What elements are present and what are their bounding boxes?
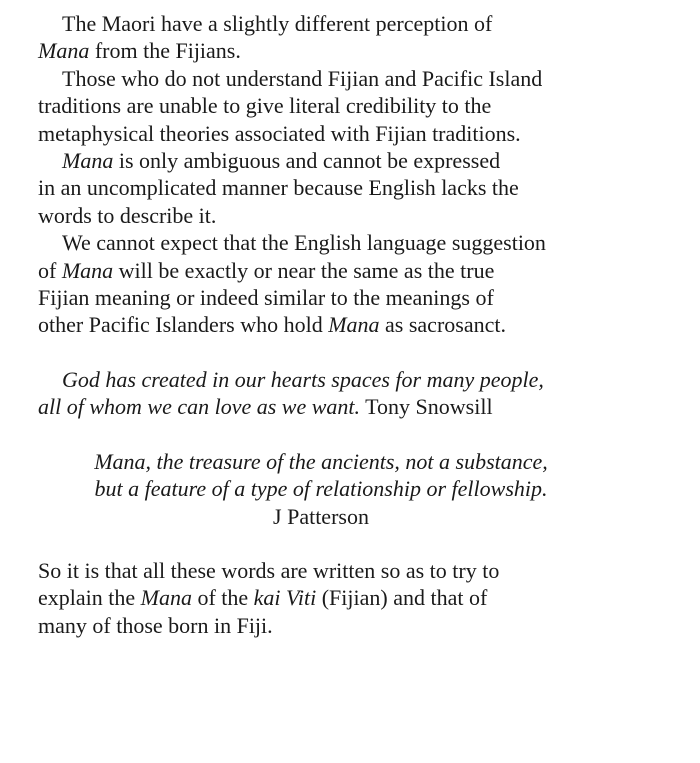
text-span: as sacrosanct. (379, 312, 506, 338)
quote-patterson (38, 448, 678, 530)
text-line (38, 257, 678, 284)
text-line: in an uncomplicated manner because English lacks the (38, 175, 519, 201)
quote-author: J Patterson (273, 503, 369, 529)
text-line: So it is that all these words are written so as to try to (38, 557, 500, 583)
paragraph-mana-ambiguous (38, 147, 678, 229)
text-line (38, 311, 678, 338)
text-line: metaphysical theories associated with Fijian traditions. (38, 120, 521, 146)
quote-line: Mana, the treasure of the ancients, not a substance, (94, 448, 548, 474)
text-span: explain the (38, 585, 141, 611)
text-span: of the (191, 585, 254, 611)
spacer (38, 421, 678, 448)
document-page (38, 10, 678, 639)
text-span: (Fijian) and that of (316, 585, 488, 611)
mana-term: Mana (38, 38, 90, 64)
quote-author: Tony Snowsill (360, 394, 493, 420)
kai-viti-term: kai Viti (253, 585, 317, 611)
text-line: The Maori have a slightly different perception of (62, 11, 493, 36)
text-span: of (38, 257, 62, 283)
paragraph-closing (38, 557, 678, 639)
text-line: Fijian meaning or indeed similar to the meanings of (38, 285, 494, 311)
spacer (38, 530, 678, 557)
quote-line (38, 393, 678, 420)
quote-snowsill (38, 366, 678, 421)
text-line: traditions are unable to give literal credibility to the (38, 93, 492, 119)
text-line: Those who do not understand Fijian and Pacific Island (62, 65, 543, 91)
text-span: from the Fijians. (89, 38, 241, 64)
paragraph-maori-perception (38, 10, 678, 65)
mana-term: Mana (62, 148, 114, 174)
text-span: will be exactly or near the same as the true (113, 257, 495, 283)
mana-term: Mana (328, 312, 380, 338)
paragraph-traditions (38, 65, 678, 147)
text-line: words to describe it. (38, 202, 217, 228)
text-line (38, 147, 678, 174)
text-span: other Pacific Islanders who hold (38, 312, 329, 338)
text-line: many of those born in Fiji. (38, 612, 273, 638)
text-line (38, 37, 678, 64)
quote-line: but a feature of a type of relationship or fellowship. (94, 476, 548, 502)
spacer (38, 339, 678, 366)
mana-term: Mana (61, 257, 114, 283)
text-line (38, 584, 678, 611)
mana-term: Mana (140, 585, 192, 611)
text-span: is only ambiguous and cannot be expressed (113, 148, 501, 174)
text-line: We cannot expect that the English language suggestion (62, 230, 546, 256)
paragraph-english-language (38, 229, 678, 339)
quote-line: God has created in our hearts spaces for many people, (62, 366, 544, 392)
quote-text: all of whom we can love as we want. (38, 394, 361, 420)
